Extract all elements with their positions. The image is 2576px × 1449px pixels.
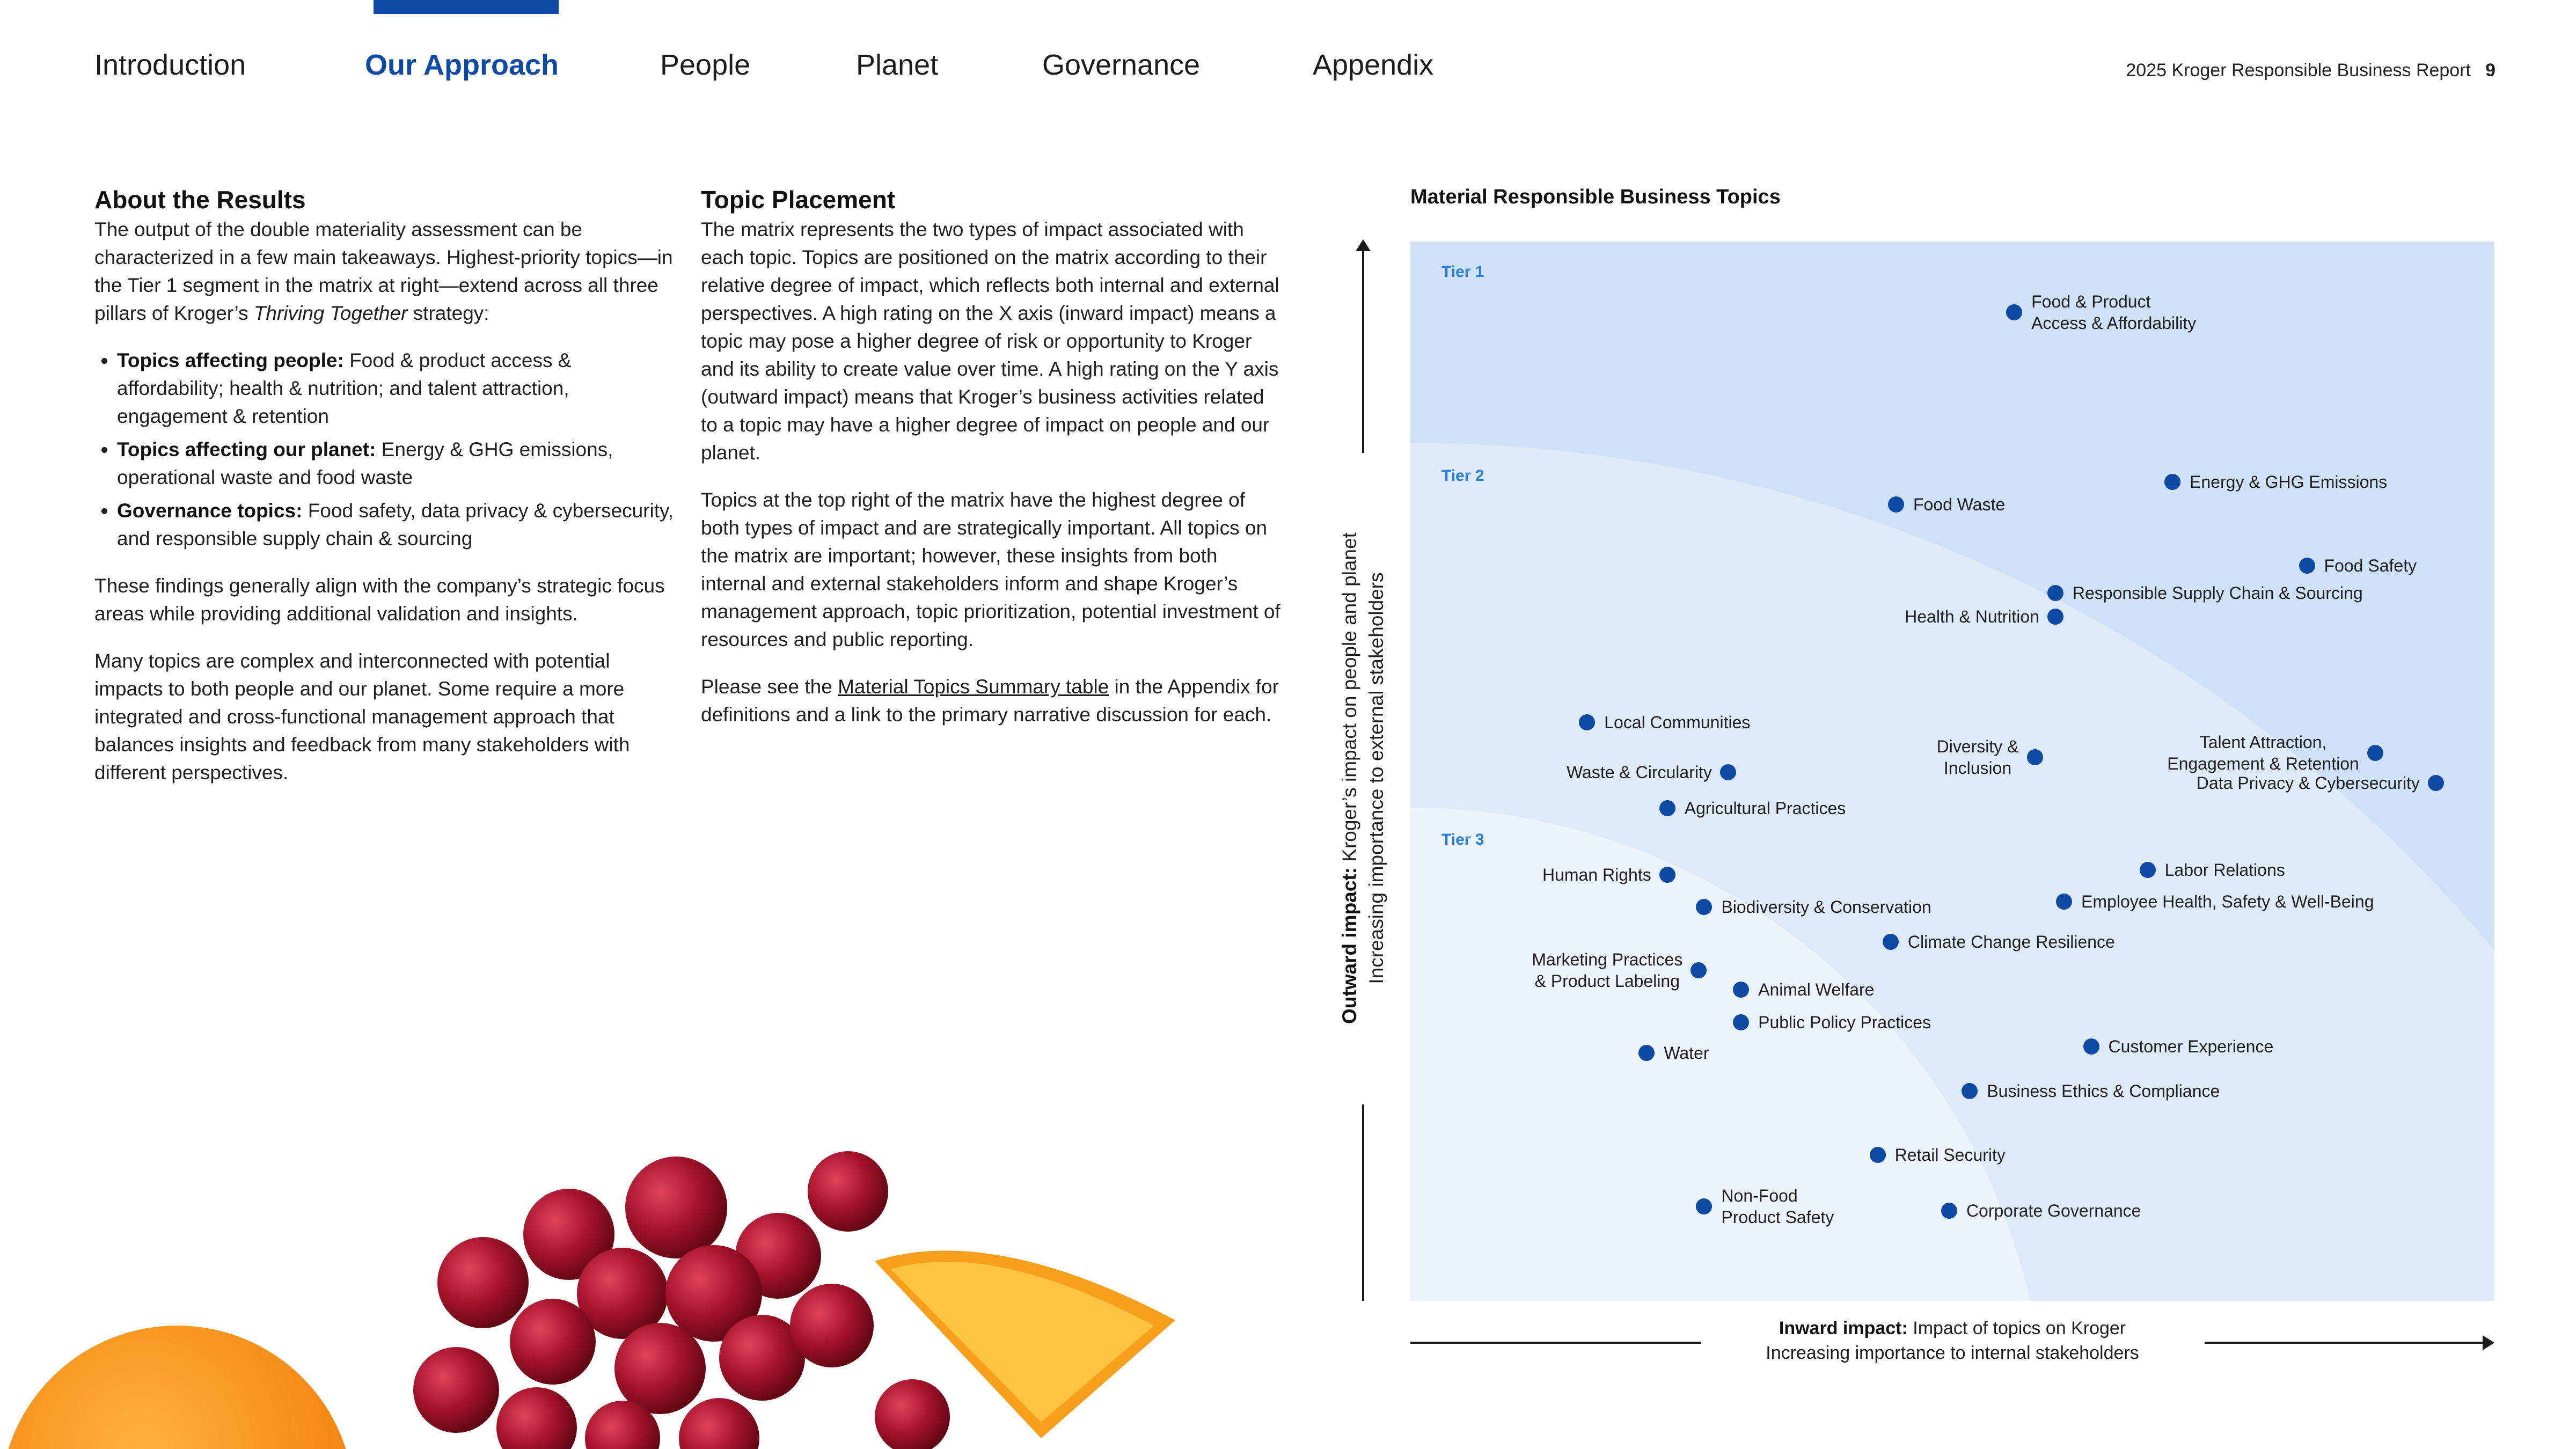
- topic-label: [2165, 859, 2285, 881]
- nav-tab-planet[interactable]: Planet: [856, 49, 939, 81]
- topic-label-line: Employee Health, Safety & Well-Being: [2081, 891, 2374, 911]
- topic-label-line: Engagement & Retention: [2167, 754, 2359, 774]
- bullet-text: Energy & GHG emissions, operational waste and food waste: [117, 438, 613, 488]
- topic-label: [1913, 494, 2005, 515]
- topic-label-line: Talent Attraction,: [2199, 733, 2327, 752]
- topic-label-line: Diversity &: [1936, 737, 2019, 757]
- placement-paragraph-3: [701, 673, 1280, 729]
- tier-3-label: Tier 3: [1441, 831, 1484, 848]
- topic-label-line: Energy & GHG Emissions: [2190, 472, 2388, 492]
- x-axis-label-bold: Inward impact:: [1779, 1318, 1908, 1338]
- topic-label: [1542, 864, 1651, 885]
- about-heading: About the Results: [94, 186, 306, 214]
- x-axis-arrow-icon: [2483, 1335, 2494, 1350]
- topic-label-line: Non-Food: [1721, 1186, 1798, 1206]
- topic-point: [1659, 867, 1675, 883]
- orange-icon: [0, 1326, 354, 1449]
- topic-label: [1987, 1080, 2220, 1102]
- topic-label-line: Public Policy Practices: [1758, 1012, 1931, 1032]
- topic-point: [2140, 862, 2156, 878]
- tier-1-label: Tier 1: [1441, 263, 1484, 281]
- topic-label-line: Food & Product: [2031, 292, 2151, 312]
- topic-point: [1659, 800, 1675, 816]
- chart-title: Material Responsible Business Topics: [1410, 186, 1781, 208]
- topic-label-line: & Product Labeling: [1534, 971, 1680, 991]
- topic-label: [1966, 1200, 2141, 1221]
- topic-point: [1941, 1203, 1957, 1219]
- list-item: [117, 497, 674, 553]
- topic-label: [2197, 772, 2420, 794]
- topic-point: [1696, 899, 1712, 915]
- topic-label-line: Retail Security: [1894, 1145, 2006, 1165]
- topic-placement-section: [701, 184, 1280, 748]
- about-results-section: [94, 184, 674, 806]
- about-intro-text: The output of the double materiality assessment can be characterized in a few main takeaways. Highest-priority topics—in the Tier 1 segment in the matrix at right—extend across all three pillars of Kroger’s: [94, 218, 673, 324]
- about-paragraph-3: Many topics are complex and interconnected with potential impacts to both people and our planet. Some require a more integrated and cross-functional management approach that balances insights and feedback from many stakeholders with different perspectives.: [94, 650, 630, 784]
- topic-label-line: Food Safety: [2324, 556, 2417, 576]
- y-axis-line: [1362, 244, 1364, 453]
- x-axis-label-text: Impact of topics on Kroger: [1907, 1318, 2126, 1338]
- material-topics-summary-link[interactable]: Material Topics Summary table: [838, 676, 1109, 698]
- topic-point: [2006, 304, 2022, 320]
- topic-label-line: Human Rights: [1542, 865, 1651, 885]
- list-item: [117, 347, 674, 430]
- topic-label: [2190, 471, 2387, 493]
- bullet-title: Topics affecting people:: [117, 349, 344, 371]
- bullet-text: Food & product access & affordability; health & nutrition; and talent attraction, engagement & retention: [117, 349, 572, 427]
- x-axis-sublabel: Increasing importance to internal stakeholders: [1766, 1343, 2139, 1363]
- top-navigation: [0, 0, 2576, 107]
- topic-label-line: Local Communities: [1604, 713, 1751, 733]
- topic-label: [2324, 555, 2417, 576]
- y-axis-label-bold: Outward impact:: [1338, 867, 1360, 1024]
- tier-2-label: Tier 2: [1441, 467, 1484, 485]
- topic-point: [1733, 982, 1749, 998]
- topic-point: [2164, 474, 2180, 490]
- topic-label: [1567, 762, 1712, 783]
- topic-point: [1883, 934, 1899, 950]
- topic-label-line: Health & Nutrition: [1905, 606, 2039, 626]
- placement-text-end: in the Appendix for definitions and a link to the primary narrative discussion for each.: [701, 676, 1279, 726]
- x-axis-line: [2205, 1342, 2484, 1344]
- topic-label: [1937, 736, 2019, 779]
- about-paragraph-2: These findings generally align with the company’s strategic focus areas while providing additional validation and insights.: [94, 575, 665, 625]
- topic-label: [2081, 891, 2374, 912]
- topic-label-line: Water: [1664, 1043, 1709, 1063]
- nav-tab-governance[interactable]: Governance: [1042, 49, 1201, 81]
- materiality-matrix: [1410, 241, 2494, 1301]
- fruit-photo: [0, 1116, 1234, 1449]
- topic-point: [2056, 894, 2072, 910]
- list-item: [117, 436, 674, 492]
- placement-paragraph-2: Topics at the top right of the matrix have the highest degree of both types of impact and are strategically important. All topics on the matrix are important; however, these insights from both internal and external stakeholders inform and shape Kroger’s management approach, topic prioritization, potential investment of resources and public reporting.: [701, 489, 1280, 650]
- topic-label-line: Marketing Practices: [1532, 950, 1683, 970]
- cranberries-icon: [413, 1151, 950, 1449]
- topic-point: [2027, 749, 2043, 765]
- topic-label: [2073, 582, 2363, 604]
- nav-tab-people[interactable]: People: [660, 49, 751, 81]
- topic-point: [1870, 1147, 1886, 1163]
- topic-label: [2167, 731, 2359, 774]
- y-axis-sublabel: Increasing importance to external stakeholders: [1365, 572, 1387, 984]
- topic-label-line: Agricultural Practices: [1684, 799, 1846, 818]
- topic-label-line: Animal Welfare: [1758, 979, 1875, 999]
- placement-paragraph-1: The matrix represents the two types of impact associated with each topic. Topics are positioned on the matrix according to their relative degree of impact, which reflects both internal and external perspectives. A high rating on the X axis (inward impact) means a topic may pose a higher degree of risk or opportunity to Kroger and its ability to create value over time. A high rating on the Y axis (outward impact) means that Kroger’s business activities related to a topic may have a higher degree of impact on people and our planet.: [701, 218, 1279, 464]
- topic-label: [1905, 606, 2039, 627]
- topic-label: [1685, 797, 1846, 819]
- topic-label: [2031, 291, 2196, 334]
- bullet-text: Food safety, data privacy & cybersecurity, and responsible supply chain & sourcing: [117, 500, 674, 550]
- topic-point: [1720, 764, 1736, 780]
- topic-label-line: Food Waste: [1913, 494, 2006, 514]
- topic-label: [1604, 712, 1750, 733]
- nav-tab-our-approach[interactable]: Our Approach: [365, 49, 559, 81]
- about-intro-end: strategy:: [407, 302, 489, 324]
- nav-tab-introduction[interactable]: Introduction: [94, 49, 246, 81]
- topic-label-line: Product Safety: [1721, 1208, 1834, 1227]
- topic-label: [1532, 949, 1682, 992]
- topic-point: [1888, 496, 1904, 513]
- topic-label-line: Data Privacy & Cybersecurity: [2196, 773, 2420, 793]
- topic-label-line: Responsible Supply Chain & Sourcing: [2072, 583, 2363, 603]
- topic-point: [2083, 1038, 2099, 1055]
- topic-point: [2047, 585, 2063, 601]
- y-axis-label: [1336, 456, 1390, 1100]
- page-number: 9: [2485, 60, 2496, 80]
- topic-label: [1758, 1012, 1931, 1033]
- bullet-title: Topics affecting our planet:: [117, 438, 376, 460]
- y-axis-line: [1362, 1104, 1364, 1301]
- strategy-name: Thriving Together: [253, 302, 408, 324]
- topic-label: [1721, 1185, 1834, 1228]
- topic-label: [1758, 979, 1874, 1000]
- topic-label-line: Climate Change Resilience: [1907, 932, 2115, 952]
- topic-label: [1664, 1042, 1709, 1064]
- topic-point: [2367, 745, 2383, 761]
- x-axis-line: [1410, 1342, 1701, 1344]
- topic-point: [1733, 1014, 1749, 1030]
- topic-label: [2109, 1036, 2274, 1057]
- topic-label: [1721, 896, 1931, 918]
- topic-label-line: Inclusion: [1943, 758, 2012, 778]
- topic-label-line: Labor Relations: [2164, 860, 2285, 880]
- takeaways-list: [94, 347, 674, 553]
- topic-label-line: Customer Experience: [2108, 1037, 2274, 1057]
- topic-label-line: Business Ethics & Compliance: [1987, 1081, 2220, 1101]
- topic-label-line: Waste & Circularity: [1567, 762, 1712, 782]
- topic-label: [1908, 931, 2115, 953]
- topic-point: [2299, 558, 2315, 574]
- topic-label-line: Biodiversity & Conservation: [1721, 897, 1931, 917]
- active-tab-indicator: [374, 0, 559, 14]
- bullet-title: Governance topics:: [117, 500, 303, 522]
- x-axis-label: [1684, 1316, 2221, 1365]
- topic-point: [2047, 609, 2063, 625]
- y-axis-label-text: Kroger’s impact on people and planet: [1338, 532, 1360, 868]
- topic-point: [2428, 775, 2444, 791]
- report-title: 2025 Kroger Responsible Business Report: [2126, 60, 2471, 80]
- topic-label: [1895, 1144, 2006, 1166]
- topic-label-line: Corporate Governance: [1966, 1201, 2141, 1221]
- placement-heading: Topic Placement: [701, 186, 896, 214]
- nav-tab-appendix[interactable]: Appendix: [1313, 49, 1434, 81]
- topic-label-line: Access & Affordability: [2031, 313, 2197, 333]
- placement-text: Please see the: [701, 676, 838, 698]
- about-intro: [94, 216, 674, 327]
